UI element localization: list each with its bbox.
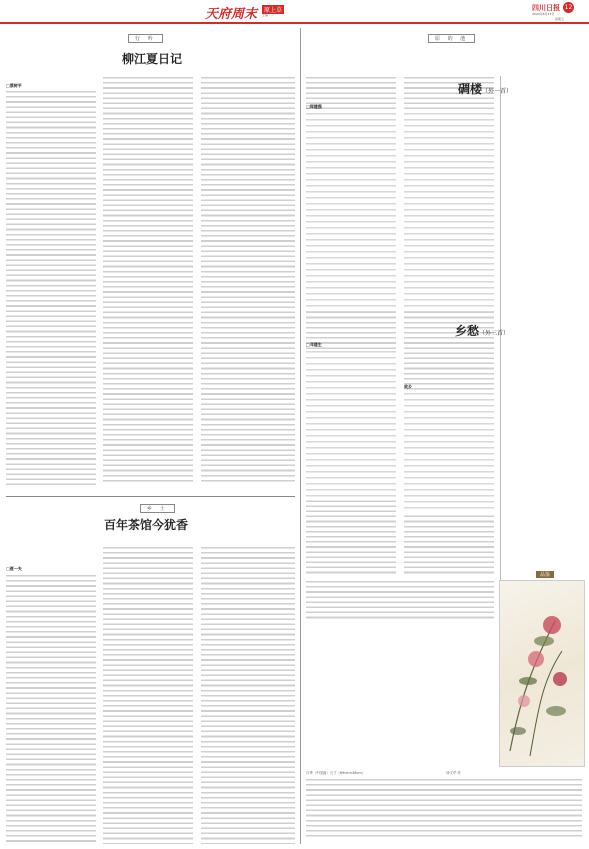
byline-left: □蔡树平 xyxy=(6,83,22,88)
poem-body-2 xyxy=(404,112,494,312)
masthead-date: 2024年8月23日 xyxy=(532,12,555,16)
masthead-rule xyxy=(0,22,589,24)
masthead xyxy=(0,0,589,22)
article-title-left: 柳江夏日记 xyxy=(122,52,183,66)
masthead-paper: 四川日报 xyxy=(532,3,560,12)
article-body-left2-2 xyxy=(103,546,193,844)
article-body-left-2 xyxy=(103,76,193,485)
article-body-left2-1 xyxy=(6,574,96,844)
poem-divider xyxy=(500,76,501,620)
masthead-hotline: 主编 · ... xyxy=(262,13,274,17)
left-section-rule xyxy=(6,496,295,497)
gallery-label: 品鉴 xyxy=(536,571,554,578)
painting-description xyxy=(306,778,582,838)
poem-byline: □郑建强 xyxy=(306,104,322,109)
article-body-left-1 xyxy=(6,90,96,485)
poem2-byline: □邓建生 xyxy=(306,342,322,347)
poem2-title-suffix: （外三首） xyxy=(479,330,510,337)
kicker-left: 行 吟 xyxy=(128,34,163,43)
painting-image xyxy=(499,580,585,767)
poem2-sub-guxiang: 故乡 xyxy=(404,384,412,389)
painting-author: 徐义华 作 xyxy=(446,771,461,775)
center-divider xyxy=(300,28,301,844)
article-body-left-3 xyxy=(201,76,295,485)
poem-body-1 xyxy=(306,112,396,312)
poem2-title xyxy=(455,320,509,339)
poem-title-main: 碉楼 xyxy=(458,82,483,96)
poem-title-suffix: （外一首） xyxy=(482,88,513,95)
poem2-body-2 xyxy=(404,392,494,512)
masthead-logo: 天府周末 xyxy=(205,7,258,22)
article-body-right-3 xyxy=(306,580,494,620)
poem2-body-1 xyxy=(306,350,396,500)
page-number-badge: 12 xyxy=(564,4,573,11)
poem-title xyxy=(458,78,512,97)
painting-caption-title: 月季（中国画）尺寸（69cm×46cm） xyxy=(306,771,366,775)
masthead-weekday: 星期五 xyxy=(555,17,565,21)
painting-flowers xyxy=(500,581,584,766)
byline-left2: □聂一夫 xyxy=(6,566,22,571)
masthead-section: 原上草 xyxy=(264,7,283,14)
article-body-left2-3 xyxy=(201,546,295,844)
painting-caption xyxy=(306,770,582,775)
article-title-left2: 百年茶馆今犹香 xyxy=(104,518,189,532)
kicker-left2: 乡 土 xyxy=(140,504,175,513)
poem2-title-main: 乡愁 xyxy=(455,324,480,338)
kicker-right: 原 的 池 xyxy=(428,34,475,43)
